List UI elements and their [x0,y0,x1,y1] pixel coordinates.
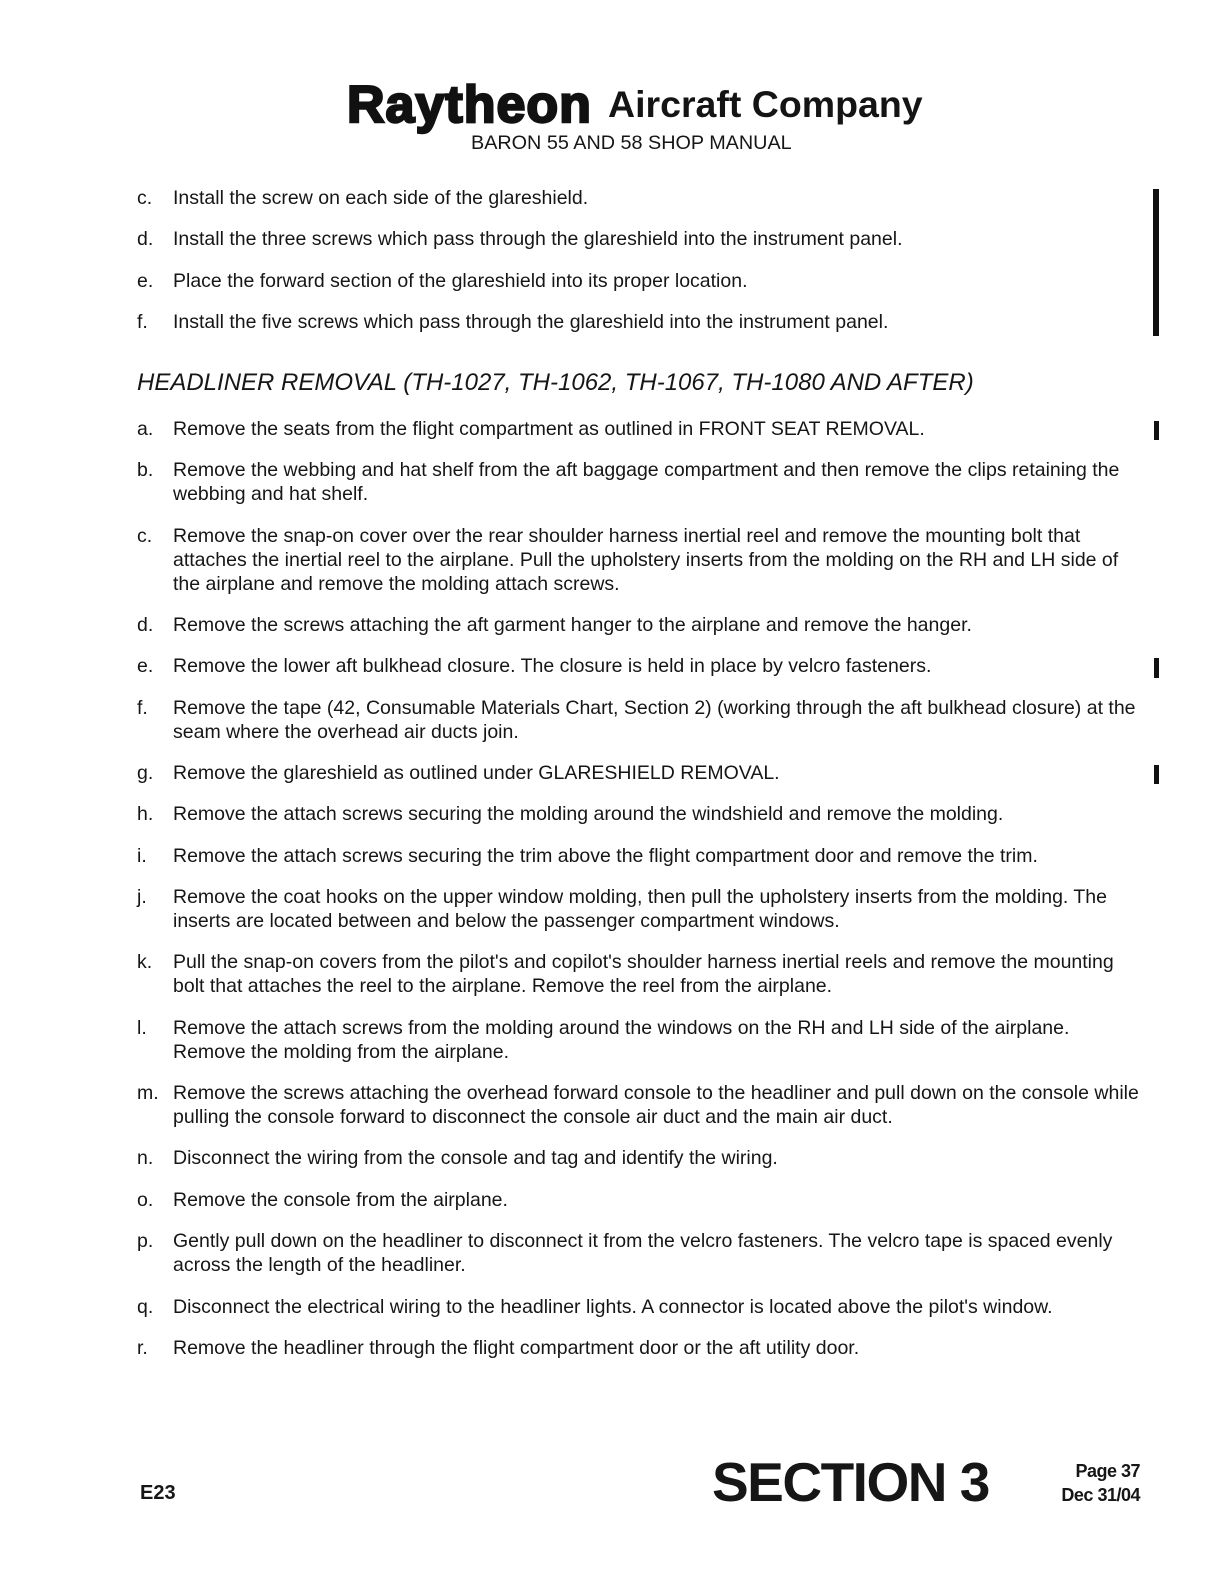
step-text [173,458,1119,506]
headliner-step-n [137,1146,1139,1170]
step-label: o. [137,1188,154,1211]
company-name: Aircraft Company [608,83,923,125]
change-bar [1153,189,1159,336]
step-label: l. [137,1016,147,1039]
headliner-step-i [137,844,1139,868]
step-label: a. [137,418,154,440]
headliner-step-e [137,654,1139,678]
headliner-step-f [137,696,1139,744]
step-text-line: Disconnect the wiring from the console and tag and identify the wiring. [173,1147,778,1170]
step-text [173,1229,1112,1277]
step-text [173,1146,778,1170]
footer-page-info [1061,1459,1140,1507]
step-label: f. [137,696,148,719]
raytheon-logo: Raytheon [347,76,592,134]
headliner-step-r [137,1336,1139,1360]
step-text-line: Remove the attach screws securing the trim above the flight compartment door and remove the trim. [173,844,1038,867]
step-text [173,1336,859,1360]
step-text-line: Install the five screws which pass through the glareshield into the instrument panel. [173,311,889,334]
step-label: j. [137,886,147,909]
step-text-line: Install the screw on each side of the glareshield. [173,187,589,209]
step-label: c. [137,187,153,209]
step-text-line: Remove the snap-on cover over the rear shoulder harness inertial reel and remove the mounting bolt that [173,524,1081,547]
step-text-line: across the length of the headliner. [173,1254,466,1277]
step-label: b. [137,459,154,482]
step-label: q. [137,1295,154,1318]
footer-section-label: SECTION 3 [712,1451,989,1513]
step-text [173,186,588,210]
step-text-line: seam where the overhead air ducts join. [173,720,519,743]
step-text [173,844,1038,868]
step-text [173,1188,508,1212]
step-text [173,524,1118,596]
step-text-line: Disconnect the electrical wiring to the headliner lights. A connector is located above the pilot's window. [173,1295,1053,1318]
step-label: m. [137,1082,159,1105]
step-text-line: Gently pull down on the headliner to disconnect it from the velcro fasteners. The velcro tape is spaced evenly [173,1230,1113,1253]
step-text-line: Remove the console from the airplane. [173,1188,508,1211]
step-text-line: Install the three screws which pass through the glareshield into the instrument panel. [173,228,903,251]
step-text [173,950,1114,998]
step-label: i. [137,844,147,867]
headliner-step-a [137,417,1139,441]
step-text-line: webbing and hat shelf. [173,483,369,506]
continued-steps-list [137,186,903,351]
step-text-line: Remove the tape (42, Consumable Materials Chart, Section 2) (working through the aft bulkhead closure) at the [173,696,1136,719]
step-text [173,885,1107,933]
step-text-line: Place the forward section of the glareshield into its proper location. [173,269,748,292]
headliner-step-h [137,802,1139,826]
footer-revision-date: Dec 31/04 [1061,1485,1140,1505]
step-label: c. [137,524,153,547]
step-text-line: Remove the coat hooks on the upper window molding, then pull the upholstery inserts from the molding. The [173,886,1108,909]
step-text [173,1016,1069,1064]
headliner-step-j [137,885,1139,933]
step-label: k. [137,951,153,974]
footer-page-number: Page 37 [1075,1461,1140,1481]
step-text [173,310,888,334]
step-text [173,613,972,637]
headliner-step-q [137,1295,1139,1319]
step-text-line: bolt that attaches the reel to the airplane. Remove the reel from the airplane. [173,975,833,998]
step-text-line: Remove the screws attaching the aft garment hanger to the airplane and remove the hanger. [173,614,972,637]
headliner-step-p [137,1229,1139,1277]
step-text [173,802,1003,826]
headliner-step-m [137,1081,1139,1129]
section-heading: HEADLINER REMOVAL (TH-1027, TH-1062, TH-1067, TH-1080 AND AFTER) [137,369,974,396]
step-label: e. [137,269,154,292]
step-label: r. [137,1336,148,1359]
step-text-line: Pull the snap-on covers from the pilot's and copilot's shoulder harness inertial reels and remove the mounting [173,951,1114,974]
headliner-step-c [137,524,1139,596]
step-text [173,227,903,251]
step-text [173,1295,1053,1319]
step-label: e. [137,655,154,678]
step-text [173,696,1136,744]
step-text-line: Remove the seats from the flight compartment as outlined in FRONT SEAT REMOVAL. [173,418,925,440]
step-label: d. [137,228,154,251]
step-label: p. [137,1230,154,1253]
change-bar [1154,658,1159,678]
step-text-line: the airplane and remove the molding attach screws. [173,572,620,595]
headliner-step-o [137,1188,1139,1212]
step-text [173,269,748,293]
manual-title: BARON 55 AND 58 SHOP MANUAL [471,132,792,154]
step-text-line: Remove the headliner through the flight compartment door or the aft utility door. [173,1336,860,1359]
step-text-line: Remove the screws attaching the overhead forward console to the headliner and pull down on the console while [173,1082,1139,1105]
step-label: g. [137,762,154,785]
step-text-line: Remove the attach screws from the molding around the windows on the RH and LH side of the airplane. [173,1016,1070,1039]
headliner-step-b [137,458,1139,506]
step-text [173,417,925,441]
step-text [173,1081,1139,1129]
step-text-line: Remove the attach screws securing the molding around the windshield and remove the molding. [173,803,1004,826]
continued-step-f [137,310,903,334]
step-label: h. [137,803,154,826]
change-bar [1154,765,1159,784]
step-label: f. [137,311,148,334]
headliner-step-g [137,761,1139,785]
step-text-line: inserts are located between and below the passenger compartment windows. [173,910,840,933]
continued-step-c [137,186,903,210]
step-label: d. [137,614,154,637]
change-bar [1154,421,1159,440]
step-text-line: Remove the lower aft bulkhead closure. The closure is held in place by velcro fasteners. [173,655,932,678]
headliner-steps-list [137,417,1139,1377]
headliner-step-d [137,613,1139,637]
step-text-line: Remove the glareshield as outlined under GLARESHIELD REMOVAL. [173,762,780,785]
step-text-line: pulling the console forward to disconnect the console air duct and the main air duct. [173,1106,893,1129]
headliner-step-l [137,1016,1139,1064]
continued-step-e [137,269,903,293]
step-label: n. [137,1147,154,1170]
headliner-step-k [137,950,1139,998]
step-text [173,761,780,785]
step-text-line: Remove the molding from the airplane. [173,1040,510,1063]
footer-code: E23 [140,1482,176,1504]
step-text-line: attaches the inertial reel to the airplane. Pull the upholstery inserts from the molding on the RH and LH side of [173,548,1119,571]
step-text-line: Remove the webbing and hat shelf from the aft baggage compartment and then remove the clips retaining the [173,459,1120,482]
step-text [173,654,931,678]
continued-step-d [137,227,903,251]
